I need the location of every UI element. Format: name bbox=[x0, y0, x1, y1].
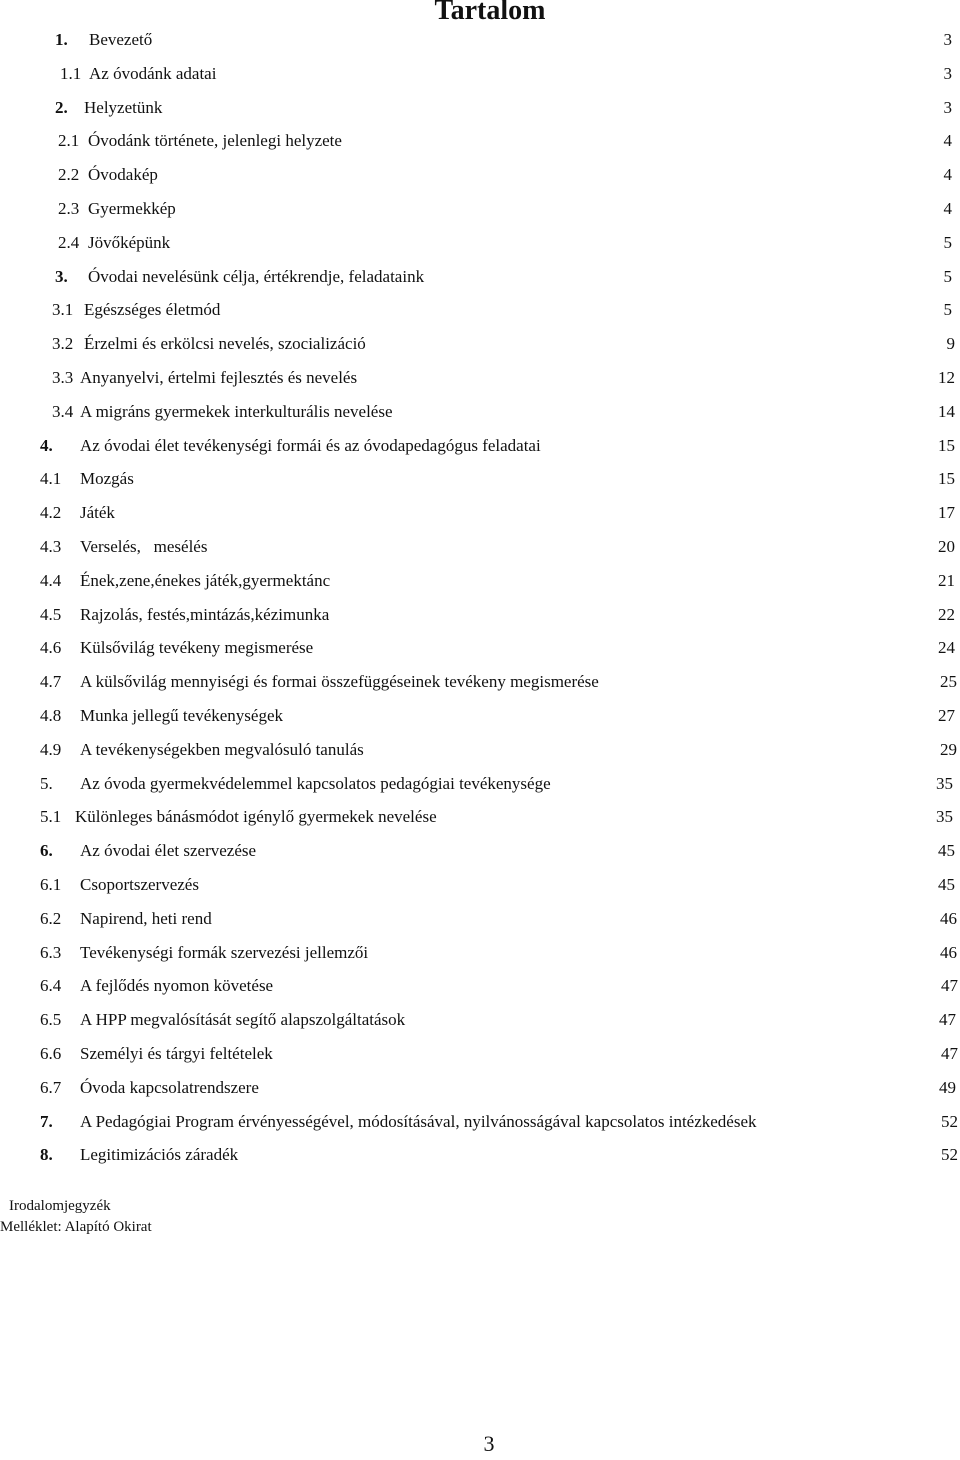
toc-entry-title: Külsővilág tevékeny megismerése bbox=[80, 638, 314, 658]
toc-entry-page: 24 bbox=[938, 638, 955, 658]
toc-entry[interactable] bbox=[0, 1105, 960, 1139]
toc-entry-page: 25 bbox=[940, 672, 957, 692]
toc-entry-page: 3 bbox=[943, 63, 952, 83]
toc-entry-title: Személyi és tárgyi feltételek bbox=[80, 1043, 273, 1063]
toc-entry[interactable] bbox=[0, 327, 960, 361]
toc-entry-page: 17 bbox=[938, 503, 955, 523]
toc-entry-title: Tevékenységi formák szervezési jellemzői bbox=[80, 942, 369, 962]
toc-entry-number: 8. bbox=[40, 1145, 53, 1165]
toc-entry[interactable] bbox=[0, 733, 960, 767]
toc-entry-title: Érzelmi és erkölcsi nevelés, szocializáció bbox=[84, 334, 366, 354]
toc-entry-number: 4.6 bbox=[40, 638, 62, 658]
toc-entry-page: 35 bbox=[936, 807, 953, 827]
toc-entry-page: 9 bbox=[946, 334, 955, 354]
toc-entry-page: 45 bbox=[938, 874, 955, 894]
toc-entry-title: Verselés, mesélés bbox=[80, 536, 208, 556]
toc-entry[interactable] bbox=[0, 530, 960, 564]
toc-entry-number: 2.4 bbox=[58, 232, 80, 252]
toc-entry-number: 4.5 bbox=[40, 604, 62, 624]
toc-entry-title: Az óvoda gyermekvédelemmel kapcsolatos pedagógiai tevékenysége bbox=[80, 773, 551, 793]
toc-entry-title: Jövőképünk bbox=[88, 232, 171, 252]
toc-entry-number: 5. bbox=[40, 773, 53, 793]
toc-entry-title: Munka jellegű tevékenységek bbox=[80, 705, 283, 725]
toc-entry-number: 2. bbox=[55, 97, 68, 117]
toc-entry-number: 4.4 bbox=[40, 570, 62, 590]
toc-entry-page: 52 bbox=[941, 1145, 958, 1165]
toc-entry-number: 5.1 bbox=[40, 807, 62, 827]
toc-entry-page: 15 bbox=[938, 435, 955, 455]
toc-entry[interactable] bbox=[0, 496, 960, 530]
toc-entry-number: 2.2 bbox=[58, 165, 80, 185]
toc-entry-title: Mozgás bbox=[80, 469, 134, 489]
toc-entry[interactable] bbox=[0, 395, 960, 429]
toc-entry-title: A HPP megvalósítását segítő alapszolgáltatások bbox=[80, 1010, 406, 1030]
toc-entry-number: 6. bbox=[40, 841, 53, 861]
toc-entry-title: Különleges bánásmódot igénylő gyermekek nevelése bbox=[75, 807, 437, 827]
toc-entry-title: Legitimizációs záradék bbox=[80, 1145, 239, 1165]
toc-entry-page: 4 bbox=[943, 131, 952, 151]
toc-entry-title: Ének,zene,énekes játék,gyermektánc bbox=[80, 570, 331, 590]
toc-entry-page: 4 bbox=[943, 165, 952, 185]
toc-entry[interactable] bbox=[0, 1037, 960, 1071]
toc-entry[interactable] bbox=[0, 665, 960, 699]
toc-entry[interactable] bbox=[0, 23, 960, 57]
toc-entry-number: 6.5 bbox=[40, 1010, 62, 1030]
toc-entry-page: 3 bbox=[943, 30, 952, 49]
toc-entry-title: Az óvodai élet tevékenységi formái és az óvodapedagógus feladatai bbox=[80, 435, 541, 455]
toc-entry-page: 15 bbox=[938, 469, 955, 489]
toc-entry-title: Óvodánk története, jelenlegi helyzete bbox=[88, 131, 342, 151]
toc-entry-page: 49 bbox=[939, 1077, 956, 1097]
toc-entry-page: 46 bbox=[940, 942, 957, 962]
toc-entry[interactable] bbox=[0, 767, 960, 801]
toc-entry-number: 4.9 bbox=[40, 739, 62, 759]
toc-entry-number: 2.1 bbox=[58, 131, 80, 151]
toc-entry-page: 27 bbox=[938, 705, 955, 725]
toc-entry-number: 4.8 bbox=[40, 705, 62, 725]
toc-entry-page: 47 bbox=[941, 976, 958, 996]
toc-entry[interactable] bbox=[0, 834, 960, 868]
toc-entry-page: 46 bbox=[940, 908, 957, 928]
toc-entry[interactable] bbox=[0, 192, 960, 226]
toc-entry-number: 6.7 bbox=[40, 1077, 62, 1097]
toc-entry-title: Egészséges életmód bbox=[84, 300, 221, 320]
toc-entry[interactable] bbox=[0, 1003, 960, 1037]
table-of-contents bbox=[0, 23, 960, 1172]
toc-entry-page: 45 bbox=[938, 841, 955, 861]
toc-entry-page: 29 bbox=[940, 739, 957, 759]
toc-entry[interactable] bbox=[0, 226, 960, 260]
toc-entry[interactable] bbox=[0, 57, 960, 91]
toc-entry-title: Óvodakép bbox=[88, 165, 158, 185]
toc-entry-number: 4.7 bbox=[40, 672, 62, 692]
toc-entry-title: Az óvodánk adatai bbox=[89, 63, 217, 83]
toc-entry-number: 3.2 bbox=[52, 334, 74, 354]
toc-entry-title: Anyanyelvi, értelmi fejlesztés és nevelés bbox=[80, 367, 358, 387]
toc-entry-number: 4.3 bbox=[40, 536, 62, 556]
page-number: 3 bbox=[483, 1431, 495, 1456]
toc-entry[interactable] bbox=[0, 936, 960, 970]
page-title: Tartalom bbox=[434, 0, 546, 26]
toc-entry-page: 5 bbox=[943, 232, 952, 252]
toc-entry-title: A külsővilág mennyiségi és formai összefüggéseinek tevékeny megismerése bbox=[80, 672, 599, 692]
toc-entry[interactable] bbox=[0, 1071, 960, 1105]
toc-entry[interactable] bbox=[0, 868, 960, 902]
toc-entry-title: Játék bbox=[80, 503, 115, 523]
toc-entry-number: 6.6 bbox=[40, 1043, 62, 1063]
toc-entry-page: 3 bbox=[943, 97, 952, 117]
toc-entry-title: Gyermekkép bbox=[88, 198, 176, 218]
toc-entry[interactable] bbox=[0, 800, 960, 834]
toc-entry-number: 3.3 bbox=[52, 367, 74, 387]
appendix-item[interactable]: Irodalomjegyzék bbox=[9, 1198, 111, 1214]
toc-entry-number: 4.1 bbox=[40, 469, 62, 489]
toc-entry-number: 6.2 bbox=[40, 908, 62, 928]
toc-entry-number: 2.3 bbox=[58, 198, 80, 218]
toc-entry[interactable] bbox=[0, 293, 960, 327]
toc-entry-page: 20 bbox=[938, 536, 955, 556]
toc-entry[interactable] bbox=[0, 91, 960, 125]
toc-entry[interactable] bbox=[0, 564, 960, 598]
toc-entry[interactable] bbox=[0, 699, 960, 733]
toc-entry[interactable] bbox=[0, 598, 960, 632]
toc-entry-title: A Pedagógiai Program érvényességével, módosításával, nyilvánosságával kapcsolatos intézkedések bbox=[80, 1111, 757, 1131]
toc-entry-page: 35 bbox=[936, 773, 953, 793]
toc-entry-number: 3. bbox=[55, 266, 68, 286]
toc-entry-number: 6.4 bbox=[40, 976, 62, 996]
toc-entry-page: 22 bbox=[938, 604, 955, 624]
toc-entry-title: A migráns gyermekek interkulturális nevelése bbox=[80, 401, 393, 421]
toc-entry-page: 47 bbox=[941, 1043, 958, 1063]
toc-entry-page: 5 bbox=[943, 266, 952, 286]
toc-entry[interactable] bbox=[0, 158, 960, 192]
toc-entry[interactable] bbox=[0, 429, 960, 463]
toc-entry-number: 6.1 bbox=[40, 874, 62, 894]
toc-entry[interactable] bbox=[0, 902, 960, 936]
toc-entry-number: 4.2 bbox=[40, 503, 62, 523]
toc-entry-number: 1.1 bbox=[60, 63, 82, 83]
appendix-item[interactable]: Melléklet: Alapító Okirat bbox=[0, 1219, 152, 1235]
toc-entry-title: Rajzolás, festés,mintázás,kézimunka bbox=[80, 604, 330, 624]
toc-entry-title: Óvoda kapcsolatrendszere bbox=[80, 1077, 259, 1097]
toc-entry-page: 12 bbox=[938, 367, 955, 387]
toc-entry-title: Napirend, heti rend bbox=[80, 908, 212, 928]
toc-entry-title: Bevezető bbox=[89, 30, 153, 49]
toc-entry-number: 3.1 bbox=[52, 300, 74, 320]
toc-entry-title: A fejlődés nyomon követése bbox=[80, 976, 274, 996]
toc-entry[interactable] bbox=[0, 462, 960, 496]
toc-entry-number: 3.4 bbox=[52, 401, 74, 421]
toc-entry-title: Óvodai nevelésünk célja, értékrendje, feladataink bbox=[88, 266, 425, 286]
toc-entry[interactable] bbox=[0, 260, 960, 294]
toc-entry[interactable] bbox=[0, 124, 960, 158]
toc-entry-title: Az óvodai élet szervezése bbox=[80, 841, 257, 861]
toc-entry-number: 1. bbox=[55, 30, 68, 49]
toc-entry-title: Helyzetünk bbox=[84, 97, 163, 117]
toc-entry[interactable] bbox=[0, 631, 960, 665]
toc-entry[interactable] bbox=[0, 361, 960, 395]
appendix-list bbox=[0, 1196, 152, 1238]
toc-entry-page: 4 bbox=[943, 198, 952, 218]
toc-entry-number: 6.3 bbox=[40, 942, 62, 962]
toc-entry-page: 52 bbox=[941, 1111, 958, 1131]
toc-entry-number: 7. bbox=[40, 1111, 53, 1131]
toc-entry-number: 4. bbox=[40, 435, 53, 455]
toc-entry[interactable] bbox=[0, 1138, 960, 1172]
toc-entry-page: 21 bbox=[938, 570, 955, 590]
toc-entry-title: A tevékenységekben megvalósuló tanulás bbox=[80, 739, 364, 759]
toc-entry-page: 47 bbox=[939, 1010, 956, 1030]
toc-entry-title: Csoportszervezés bbox=[80, 874, 199, 894]
toc-entry-page: 5 bbox=[943, 300, 952, 320]
toc-entry-page: 14 bbox=[938, 401, 955, 421]
toc-entry[interactable] bbox=[0, 969, 960, 1003]
